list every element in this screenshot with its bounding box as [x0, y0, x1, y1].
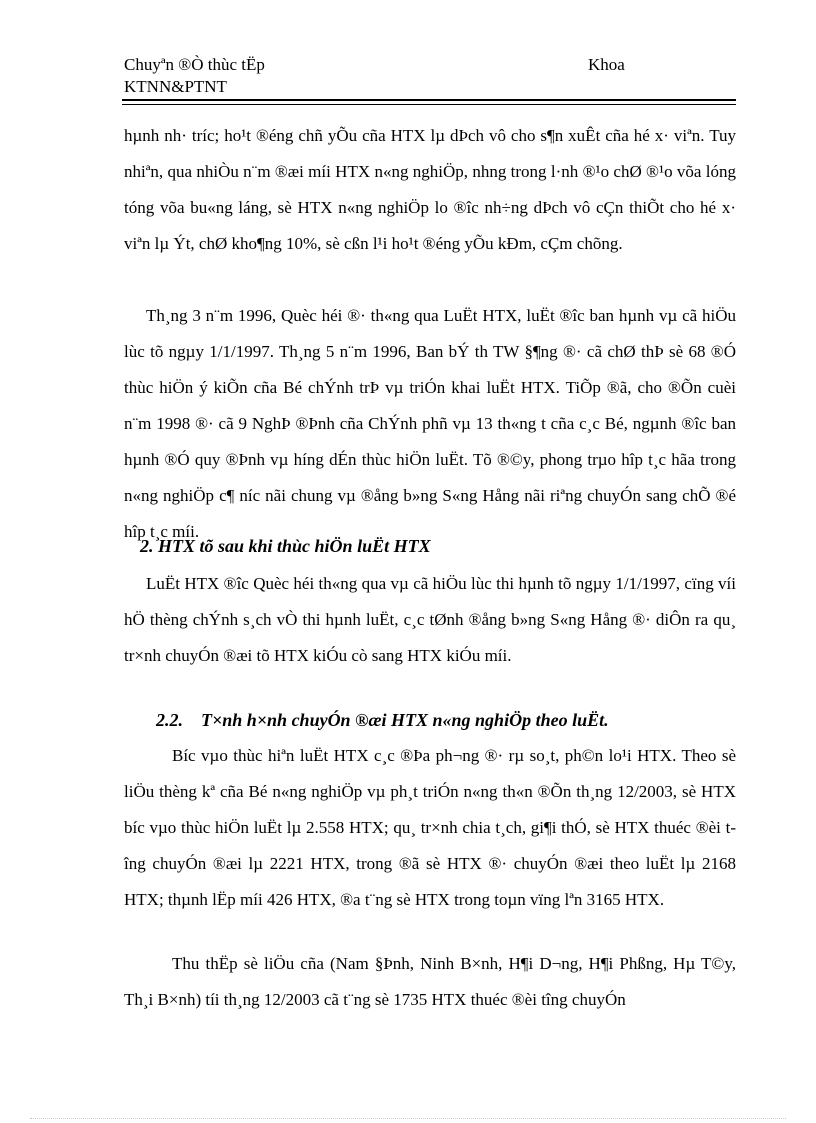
header-department: KTNN&PTNT [124, 77, 227, 96]
header-right-label: Khoa [588, 55, 625, 74]
page-header-left [124, 54, 265, 98]
paragraph-5: Thu thËp sè liÖu cña (Nam §Þnh, Ninh B×nh, H¶i D¬ng, H¶i Phßng, Hµ T©y, Th¸i B×nh) tíi th¸ng 12/2003 cã t¨ng sè 1735 HTX thuéc ®èi tîng chuyÓn [124, 954, 736, 1009]
paragraph-3: LuËt HTX ®îc Quèc héi th«ng qua vµ cã hiÖu lùc thi hµnh tõ ngµy 1/1/1997, cïng víi hÖ thèng chÝnh s¸ch vÒ thi hµnh luËt, c¸c tØnh ®ång b»ng S«ng Hång ®· diÔn ra qu¸ tr×nh chuyÓn ®æi tõ HTX kiÓu cò sang HTX kiÓu míi. [124, 574, 736, 665]
paragraph-1: hµnh nh· tríc; ho¹t ®éng chñ yÕu cña HTX lµ dÞch vô cho s¶n xuÊt cña hé x· viªn. Tuy nhiªn, qua nhiÒu n¨m ®æi míi HTX n«ng nghiÖp, nhng trong l·nh ®¹o chØ ®¹o võa lóng tóng võa bu«ng láng, sè HTX n«ng nghiÖp lo ®îc nh÷ng dÞch vô cÇn thiÕt cho hé x· viªn lµ Ýt, chØ kho¶ng 10%, sè cßn l¹i ho¹t ®éng yÕu kÐm, cÇm chõng. [124, 126, 736, 253]
subsection-heading-2-2: 2.2. T×nh h×nh chuyÓn ®æi HTX n«ng nghiÖp theo luËt. [156, 710, 609, 730]
header-rule-thin [122, 104, 736, 105]
header-title: Chuyªn ®Ò thùc tËp [124, 55, 265, 74]
header-rule-thick [122, 99, 736, 101]
paragraph-4: Bíc vµo thùc hiªn luËt HTX c¸c ®Þa ph¬ng ®· rµ so¸t, ph©n lo¹i HTX. Theo sè liÖu thèng kª cña Bé n«ng nghiÖp vµ ph¸t triÓn n«ng th«n ®Õn th¸ng 12/2003, sè HTX bíc vµo thùc hiÖn luËt lµ 2.558 HTX; qu¸ tr×nh chia t¸ch, gi¶i thÓ, sè HTX thuéc ®èi tîng chuyÓn ®æi lµ 2221 HTX, trong ®ã sè HTX ®· chuyÓn ®æi theo luËt lµ 2168 HTX; thµnh lËp míi 426 HTX, ®a t¨ng sè HTX trong toµn vïng lªn 3165 HTX. [124, 746, 736, 909]
section-heading-2: 2. HTX tõ sau khi thùc hiÖn luËt HTX [140, 536, 431, 556]
page-bottom-border [30, 1118, 786, 1119]
paragraph-2: Th¸ng 3 n¨m 1996, Quèc héi ®· th«ng qua LuËt HTX, luËt ®îc ban hµnh vµ cã hiÖu lùc tõ ngµy 1/1/1997. Th¸ng 5 n¨m 1996, Ban bÝ th TW §¶ng ®· cã chØ thÞ sè 68 ®Ó thùc hiÖn ý kiÕn cña Bé chÝnh trÞ vµ triÓn khai luËt HTX. TiÕp ®ã, cho ®Õn cuèi n¨m 1998 ®· cã 9 NghÞ ®Þnh cña ChÝnh phñ vµ 13 th«ng t cña c¸c Bé, ngµnh ®îc ban hµnh ®Ó quy ®Þnh vµ híng dÉn thùc hiÖn luËt. Tõ ®©y, phong trµo hîp t¸c hãa trong n«ng nghiÖp c¶ níc nãi chung vµ ®ång b»ng S«ng Hång nãi riªng chuyÓn sang chÕ ®é hîp t¸c míi. [124, 306, 736, 541]
